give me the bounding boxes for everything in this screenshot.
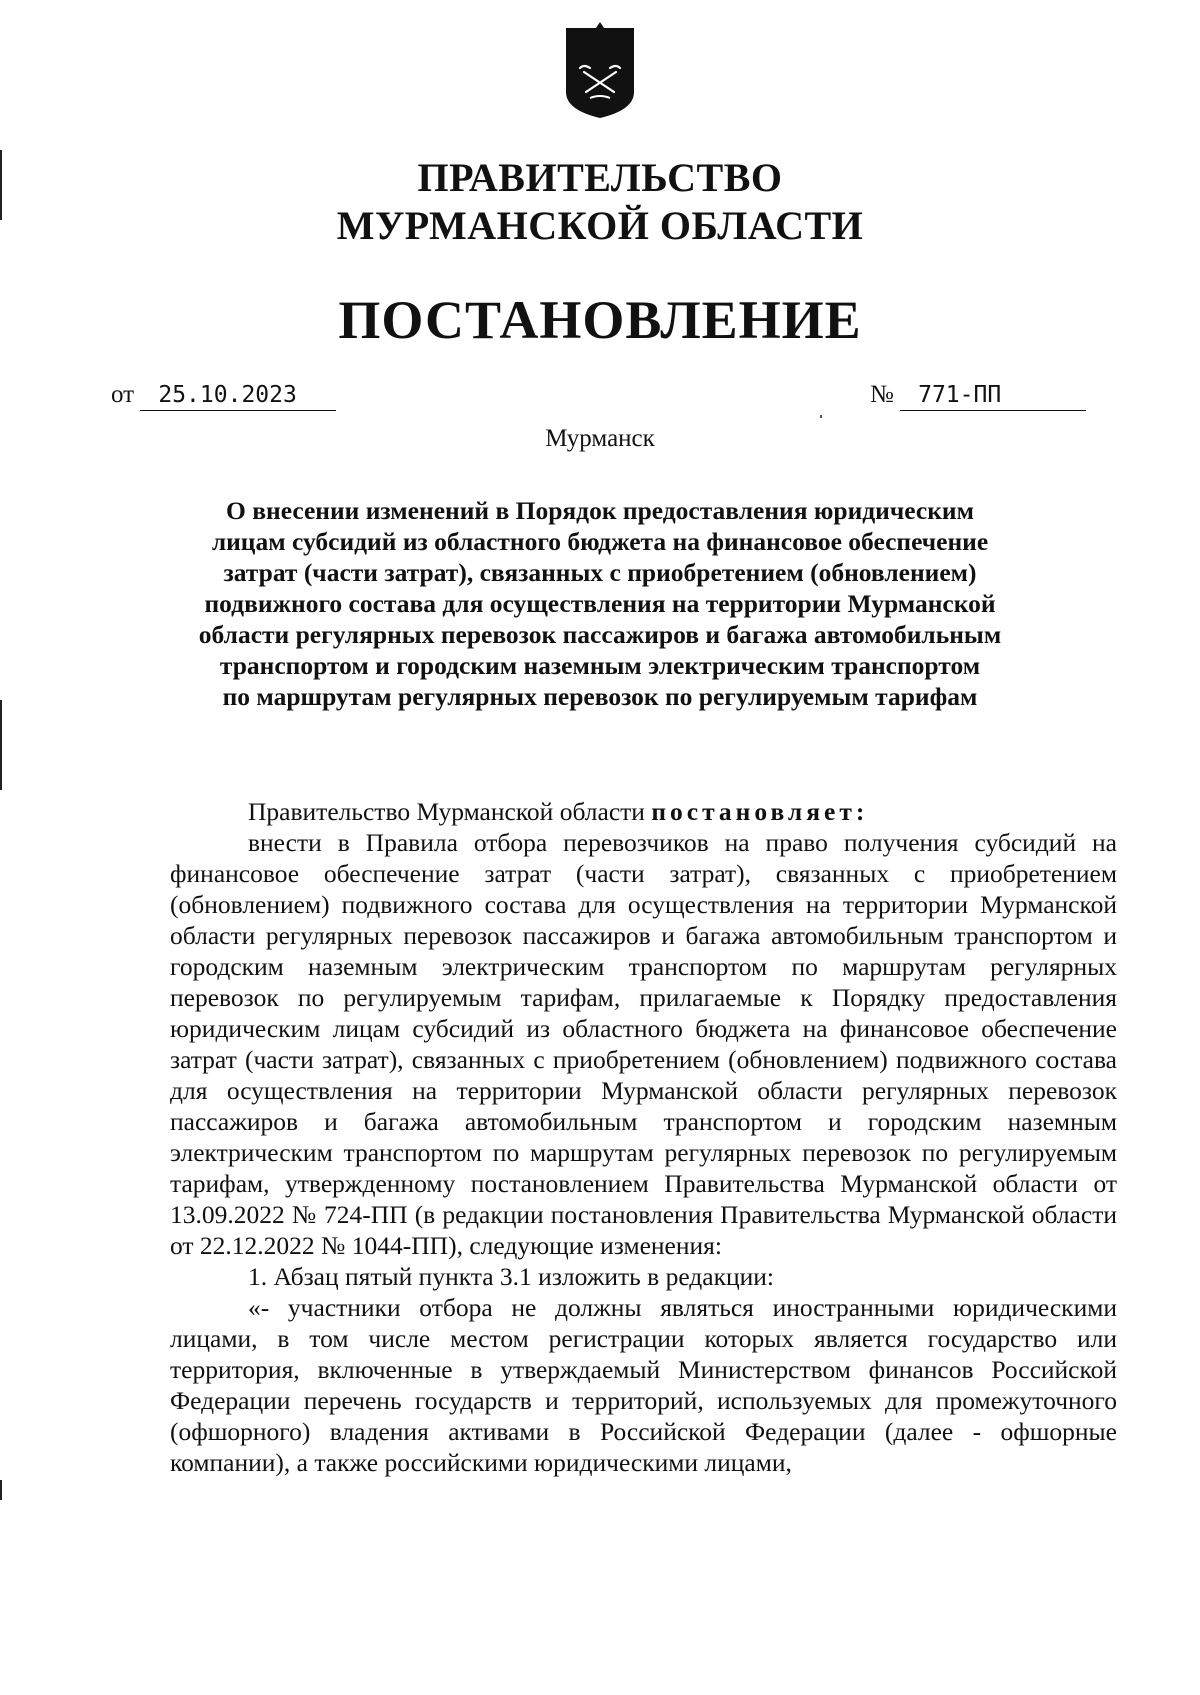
main-paragraph: внести в Правила отбора перевозчиков на право получения субсидий на финансовое обеспечение затрат (части затрат), связанных с приобретением (обновлением) подвижного состава для осуществления на территории Мурманской области регулярных перевозок пассажиров и багажа автомобильным транспортом и городским наземным электрическим транспортом по маршрутам регулярных перевозок по регулируемым тарифам, прилагаемые к Порядку предоставления юридическим лицам субсидий из областного бюджета на финансовое обеспечение затрат (части затрат), связанных с приобретением (обновлением) подвижного состава для осуществления на территории Мурманской области регулярных перевозок пассажиров и багажа автомобильным транспортом и городским наземным электрическим транспортом по маршрутам регулярных перевозок по регулируемым тарифам, утвержденному постановлением Правительства Мурманской области от 13.09.2022 № 724-ПП (в редакции постановления Правительства Мурманской области от 22.12.2022 № 1044-ПП), следующие изменения: — [170, 828, 1117, 1260]
coat-of-arms-icon — [560, 22, 640, 122]
heading-line: по маршрутам регулярных перевозок по регулируемым тарифам — [222, 682, 978, 711]
city-name: Мурманск — [545, 425, 655, 452]
heading-line: области регулярных перевозок пассажиров и багажа автомобильным — [198, 620, 1002, 649]
scan-edge-line — [0, 150, 2, 220]
decree-intro-paragraph — [170, 796, 1117, 827]
document-date: 25.10.2023 — [140, 380, 336, 411]
decree-verb: постановляет: — [651, 797, 869, 826]
decree-intro: Правительство Мурманской области — [248, 797, 645, 826]
scan-edge-line — [0, 1480, 2, 1500]
heading-line: затрат (части затрат), связанных с приобретением (обновлением) — [223, 558, 977, 587]
item-1-paragraph: 1. Абзац пятый пункта 3.1 изложить в редакции: — [248, 1262, 774, 1291]
quoted-paragraph: «- участники отбора не должны являться иностранными юридическими лицами, в том числе местом регистрации которых является государство или территория, включенные в утверждаемый Министерством финансов Российской Федерации перечень государств и территорий, используемых для промежуточного (офшорного) владения активами в Российской Федерации (далее - офшорные компании), а также российскими юридическими лицами, — [170, 1293, 1117, 1477]
number-line — [870, 380, 1086, 411]
scan-speck — [820, 415, 822, 418]
heading-line: транспортом и городским наземным электрическим транспортом — [219, 651, 981, 680]
heading-line: подвижного состава для осуществления на территории Мурманской — [204, 589, 996, 618]
organization-name-line2: МУРМАНСКОЙ ОБЛАСТИ — [336, 203, 864, 248]
document-heading — [170, 495, 1030, 712]
document-number: 771-ПП — [900, 380, 1086, 411]
date-line — [111, 380, 336, 411]
heading-line: лицам субсидий из областного бюджета на финансовое обеспечение — [211, 527, 989, 556]
number-prefix: № — [870, 381, 894, 408]
document-body — [170, 796, 1117, 1478]
document-type: ПОСТАНОВЛЕНИЕ — [338, 290, 862, 350]
organization-name-line1: ПРАВИТЕЛЬСТВО — [417, 155, 783, 200]
scan-edge-line — [0, 700, 2, 790]
heading-line: О внесении изменений в Порядок предоставления юридическим — [226, 496, 974, 525]
date-prefix: от — [111, 381, 135, 408]
